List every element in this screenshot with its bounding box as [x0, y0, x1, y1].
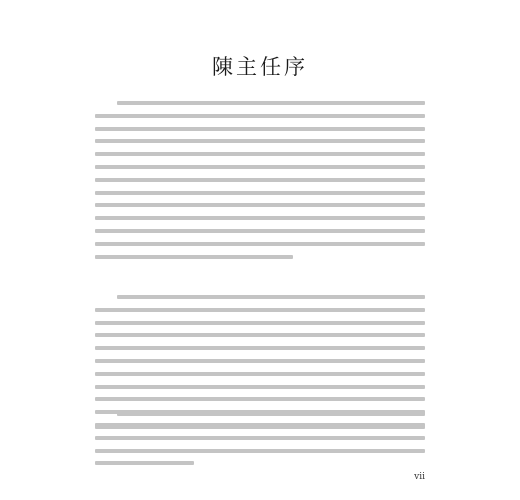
- text-line: [95, 397, 425, 401]
- text-line: [95, 333, 425, 337]
- text-line: [95, 178, 425, 182]
- text-line: [95, 191, 425, 195]
- text-line: [95, 425, 425, 429]
- text-line: [117, 412, 425, 416]
- text-line: [117, 101, 425, 105]
- text-line: [117, 295, 425, 299]
- text-line: [95, 255, 293, 259]
- text-line: [95, 242, 425, 246]
- text-line: [95, 385, 425, 389]
- text-line: [95, 203, 425, 207]
- text-line: [95, 229, 425, 233]
- text-line: [95, 321, 425, 325]
- page-title: 陳主任序: [212, 55, 308, 79]
- text-line: [95, 216, 425, 220]
- text-line: [95, 308, 425, 312]
- text-line: [95, 461, 194, 465]
- paragraph-3: [0, 412, 520, 452]
- text-line: [95, 127, 425, 131]
- text-line: [95, 165, 425, 169]
- page-number: vii: [414, 472, 425, 482]
- text-line: [95, 359, 425, 363]
- text-line: [95, 152, 425, 156]
- paragraph-1: [0, 96, 520, 266]
- text-line: [95, 139, 425, 143]
- text-line: [95, 372, 425, 376]
- text-line: [95, 114, 425, 118]
- text-line: [95, 346, 425, 350]
